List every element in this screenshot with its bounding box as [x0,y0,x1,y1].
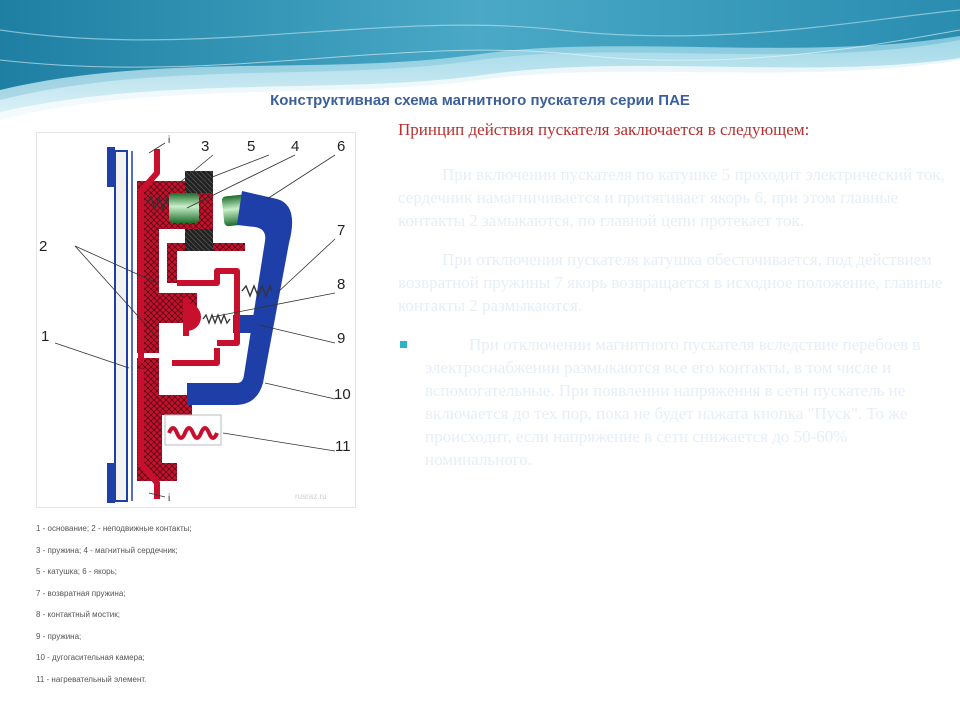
bullet-item [398,333,956,471]
callout-1: 1 [41,328,50,345]
watermark: rusraz.ru [295,492,327,501]
callout-2: 2 [39,238,48,255]
heating-element [165,415,221,445]
current-label-top: i [168,135,171,146]
callout-11: 11 [335,438,351,455]
diagram-legend [36,518,346,690]
callout-8: 8 [337,276,346,293]
legend-item: 11 - нагревательный элемент. [36,674,147,684]
legend-item: 10 - дугогасительная камера; [36,653,145,662]
current-label-bottom: i [168,493,171,504]
callout-5: 5 [247,138,256,155]
callout-7: 7 [337,222,346,239]
callout-9: 9 [337,330,346,347]
principle-lead: Принцип действия пускателя заключается в следующем: [398,120,810,139]
explanation-text [398,118,956,471]
callout-6: 6 [337,138,346,155]
base-plate [107,147,132,503]
legend-item: 7 - возвратная пружина; [36,588,126,598]
paragraph-power-loss: При отключении магнитного пускателя вследствие перебоев в электроснабжении размыкаются все его контакты, в том числе и вспомогательные. При появлении напряжения в сети пускатель не включается до тех пор, пока не будет нажата кнопка "Пуск". То же происходит, если напряжение в сети снижается до 50-60% номинального. [425,335,921,469]
legend-item: 9 - пружина; [36,631,82,641]
callout-4: 4 [291,138,300,155]
paragraph-switch-off: При отключения пускателя катушка обесточивается, под действием возвратной пружины 7 якорь возвращается в исходное положение, главные контакты 2 размыкаются. [398,250,943,315]
legend-item: 1 - основание; 2 - неподвижные контакты; [36,524,192,533]
callout-3: 3 [201,138,210,155]
callout-10: 10 [334,386,351,403]
coil-bottom [185,229,213,251]
legend-item: 8 - контактный мостик; [36,610,120,619]
slide-title: Конструктивная схема магнитного пускателя серии ПАЕ [270,92,690,109]
legend-item: 3 - пружина; 4 - магнитный сердечник; [36,545,178,555]
paragraph-switch-on: При включении пускателя по катушке 5 проходит электрический ток, сердечник намагничивается и притягивает якорь 6, при этом главные контакты 2 замыкаются, по главной цепи протекает ток. [398,165,945,230]
starter-diagram [36,132,356,508]
magnetic-core [169,193,199,223]
contact-bridge [183,298,230,336]
bullet-marker [400,341,407,348]
legend-item: 5 - катушка; 6 - якорь; [36,567,118,576]
